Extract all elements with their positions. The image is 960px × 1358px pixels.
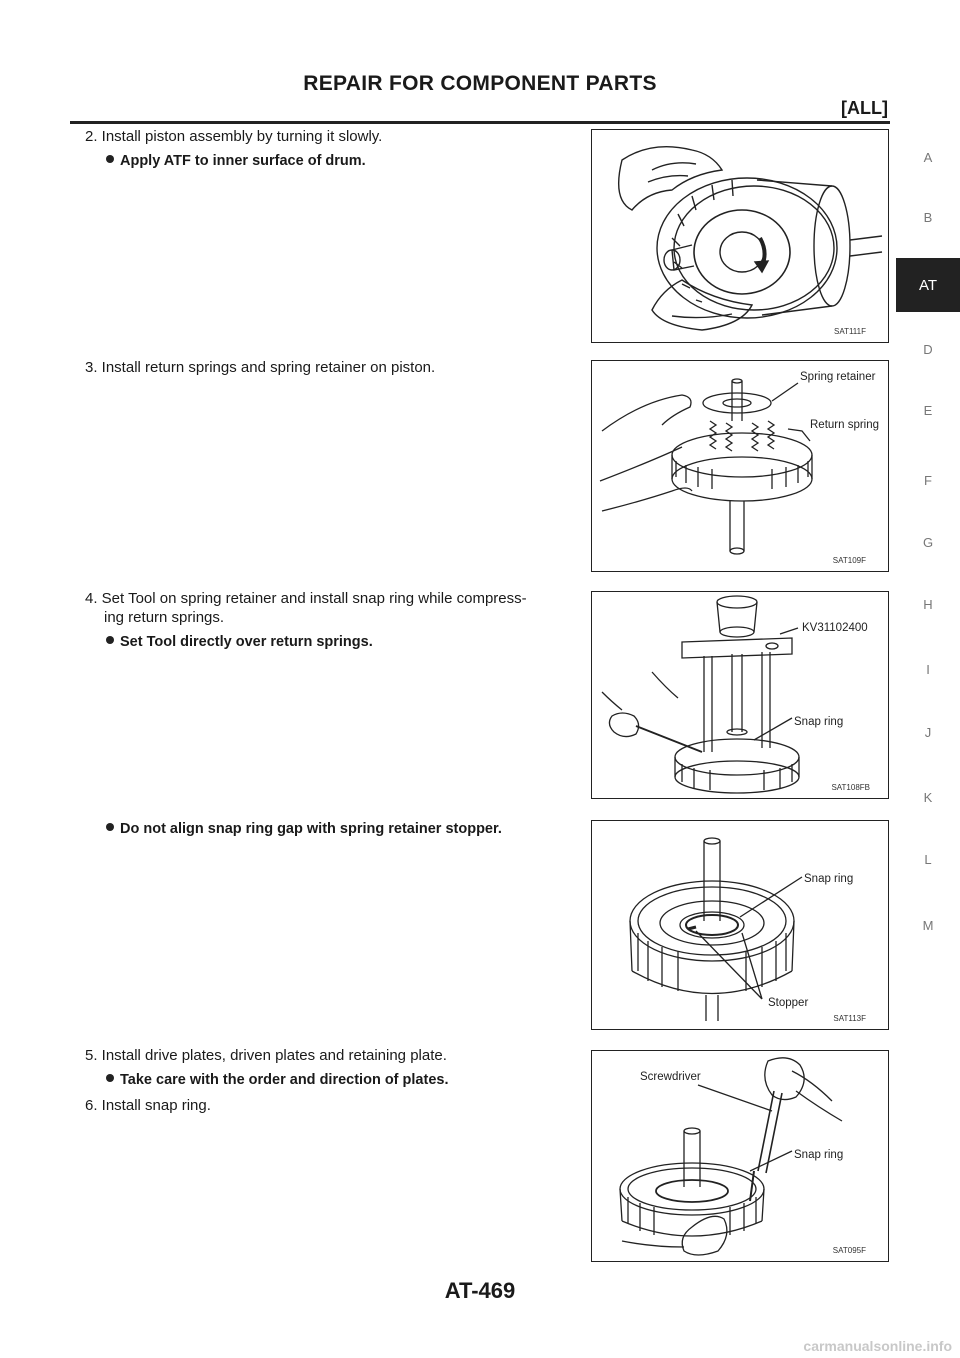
sidebar-item-d[interactable]: D bbox=[923, 342, 933, 357]
sidebar-item-j[interactable]: J bbox=[924, 725, 932, 740]
sidebar-item-b[interactable]: B bbox=[923, 210, 933, 225]
figure-illustration bbox=[592, 1051, 888, 1261]
header-rule bbox=[70, 121, 890, 124]
bullet-apply-atf bbox=[106, 152, 366, 171]
step-5-text: 5. Install drive plates, driven plates and retaining plate. bbox=[85, 1047, 447, 1064]
step-2-text: 2. Install piston assembly by turning it slowly. bbox=[85, 128, 383, 145]
sidebar-item-a[interactable]: A bbox=[923, 150, 933, 165]
step-6-text: 6. Install snap ring. bbox=[85, 1097, 211, 1114]
bullet-dot-icon bbox=[106, 1074, 114, 1082]
watermark: carmanualsonline.info bbox=[803, 1338, 952, 1354]
sidebar-item-f[interactable]: F bbox=[924, 473, 932, 488]
page-title: REPAIR FOR COMPONENT PARTS bbox=[303, 72, 657, 95]
step-4-text-line1: 4. Set Tool on spring retainer and install snap ring while compress- bbox=[85, 590, 527, 607]
callout-spring-retainer: Spring retainer bbox=[800, 371, 876, 383]
sidebar-item-h[interactable]: H bbox=[923, 597, 933, 612]
bullet-text: Apply ATF to inner surface of drum. bbox=[120, 153, 366, 169]
figure-screwdriver-snap-ring bbox=[591, 1050, 889, 1262]
figure-code: SAT108FB bbox=[831, 783, 870, 792]
figure-code: SAT109F bbox=[832, 556, 866, 565]
figure-return-springs bbox=[591, 360, 889, 572]
figure-illustration bbox=[592, 130, 888, 342]
figure-piston-install bbox=[591, 129, 889, 343]
callout-stopper: Stopper bbox=[768, 997, 809, 1009]
figure-snap-ring-stopper bbox=[591, 820, 889, 1030]
figure-code: SAT111F bbox=[833, 327, 866, 336]
sidebar-item-k[interactable]: K bbox=[923, 790, 933, 805]
callout-return-spring: Return spring bbox=[810, 419, 880, 431]
page-number: AT-469 bbox=[444, 1278, 516, 1303]
figure-illustration bbox=[592, 821, 888, 1029]
bullet-text: Do not align snap ring gap with spring retainer stopper. bbox=[120, 821, 502, 837]
bullet-dot-icon bbox=[106, 636, 114, 644]
sidebar-item-e[interactable]: E bbox=[923, 403, 933, 418]
callout-snap-ring: Snap ring bbox=[804, 873, 854, 885]
figure-illustration bbox=[592, 361, 888, 571]
sidebar-item-i[interactable]: I bbox=[926, 662, 930, 677]
callout-snap-ring: Snap ring bbox=[794, 716, 844, 728]
sidebar-item-g[interactable]: G bbox=[922, 535, 934, 550]
bullet-text: Set Tool directly over return springs. bbox=[120, 634, 373, 650]
callout-screwdriver: Screwdriver bbox=[640, 1071, 701, 1083]
bullet-set-tool bbox=[106, 633, 373, 652]
step-3-text: 3. Install return springs and spring retainer on piston. bbox=[85, 359, 436, 376]
bullet-plate-order bbox=[106, 1071, 448, 1090]
callout-snap-ring: Snap ring bbox=[794, 1149, 844, 1161]
sidebar-item-m[interactable]: M bbox=[922, 918, 934, 933]
bullet-dot-icon bbox=[106, 155, 114, 163]
bullet-text: Take care with the order and direction of plates. bbox=[120, 1072, 449, 1088]
scope-label: [ALL] bbox=[841, 98, 888, 118]
step-4-text-line2: ing return springs. bbox=[104, 609, 225, 626]
figure-snap-ring-tool bbox=[591, 591, 889, 799]
bullet-snap-ring-gap bbox=[106, 820, 502, 839]
bullet-dot-icon bbox=[106, 823, 114, 831]
figure-code: SAT095F bbox=[832, 1246, 866, 1255]
figure-code: SAT113F bbox=[833, 1014, 866, 1023]
sidebar-item-at-active[interactable]: AT bbox=[896, 258, 960, 312]
callout-tool-number: KV31102400 bbox=[802, 622, 868, 634]
sidebar-item-l[interactable]: L bbox=[924, 852, 932, 867]
